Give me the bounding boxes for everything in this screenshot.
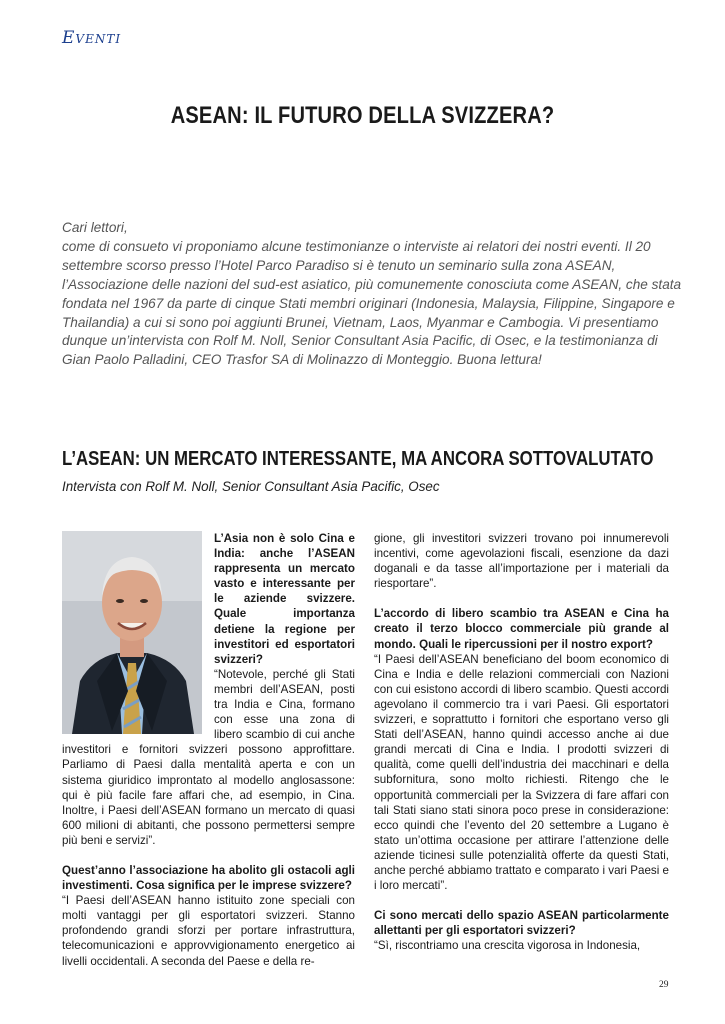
question-3: L’accordo di libero scambio tra ASEAN e Cina ha creato il terzo blocco commerciale più grande al mondo. Quali le ripercussioni per il nostro export?	[374, 607, 669, 651]
left-column	[62, 531, 355, 969]
question-1: L’Asia non è solo Cina e India: anche l’ASEAN rappresenta un mercato vasto e interessante per le aziende svizzere. Quale importanza detiene la regione per investitori ed esportatori svizzeri?	[214, 532, 355, 666]
portrait-photo	[62, 531, 202, 734]
right-column	[374, 531, 669, 953]
question-2: Quest’anno l’associazione ha abolito gli ostacoli agli investimenti. Cosa significa per le imprese svizzere?	[62, 863, 355, 893]
answer-4: “Sì, riscontriamo una crescita vigorosa in Indonesia,	[374, 939, 641, 953]
page-title: ASEAN: IL FUTURO DELLA SVIZZERA?	[170, 102, 555, 129]
answer-3: “I Paesi dell’ASEAN beneficiano del boom economico di Cina e India e delle relazioni commerciali con Nazioni con cui esistono accordi di libero scambio. Questi accordi agevolano il commercio tra i vari Paesi. Gli esportatori svizzeri, e soprattutto i fornitori che esportano verso gli Stati dell’ASEAN, hanno quindi accesso anche ai due grandi mercati di Cina e India. I prodotti svizzeri di qualità, come quelli dell’industria dei macchinari e della subfornitura, sono molto richiesti. Ritengo che le opportunità commerciali per la Svizzera di fare affari con tali Stati siano stati sinora poco prese in considerazione: ecco quindi che l’evento del 20 settembre a Lugano è stato un’ottima occasione per attirare l’attenzione delle aziende ticinesi sulle potenzialità offerte da questi Stati, anche perché abbiamo trattato e comparato i vari Paesi e i loro mercati”.	[374, 652, 669, 893]
answer-2: “I Paesi dell’ASEAN hanno istituito zone speciali con molti vantaggi per gli esportatori svizzeri. Stanno profondendo grandi sforzi per portare infrastruttura, telecomunicazioni e approvvigionamento energetico ai livelli occidentali. A seconda del Paese e della re-	[62, 894, 355, 968]
intro-greeting: Cari lettori,	[62, 220, 128, 235]
article-subtitle: Intervista con Rolf M. Noll, Senior Consultant Asia Pacific, Osec	[62, 479, 440, 494]
page-number: 29	[659, 980, 669, 990]
answer-2-continued: gione, gli investitori svizzeri trovano poi innumerevoli incentivi, come agevolazioni fiscali, esenzione da dazi doganali e da tasse all’importazione per i materiali da riesportare”.	[374, 532, 669, 591]
question-4: Ci sono mercati dello spazio ASEAN particolarmente allettanti per gli esportatori svizzeri?	[374, 909, 669, 938]
answer-1: “Notevole, perché gli Stati membri dell’ASEAN, posti tra India e Cina, formano con esse una zona di libero scambio di cui anche investitori e fornitori svizzeri possono approfittare. Parliamo di Paesi dalla mentalità aperta e con un sistema giuridico improntato al modello anglosassone: qui è più facile fare affari che, ad esempio, in Cina. Inoltre, i Paesi dell’ASEAN formano un mercato di quasi 600 milioni di abitanti, che possono permettersi sempre più beni e servizi”.	[62, 667, 355, 847]
intro-block	[62, 219, 682, 370]
section-tag: Eventi	[62, 28, 122, 48]
article-title: L’ASEAN: UN MERCATO INTERESSANTE, MA ANCORA SOTTOVALUTATO	[62, 448, 654, 470]
intro-body: come di consueto vi proponiamo alcune testimonianze o interviste ai relatori dei nostri eventi. Il 20 settembre scorso presso l’Hotel Parco Paradiso si è tenuto un seminario sulla zona ASEAN, l’Associazione delle nazioni del sud-est asiatico, più comunemente conosciuta come ASEAN, che stata fondata nel 1967 da parte di cinque Stati membri originari (Indonesia, Malaysia, Filippine, Singapore e Thailandia) a cui si sono poi aggiunti Brunei, Vietnam, Laos, Myanmar e Cambogia. Vi presentiamo dunque un’intervista con Rolf M. Noll, Senior Consultant Asia Pacific, di Osec, e la testimonianza di Gian Paolo Palladini, CEO Trasfor SA di Molinazzo di Monteggio. Buona lettura!	[62, 238, 682, 368]
